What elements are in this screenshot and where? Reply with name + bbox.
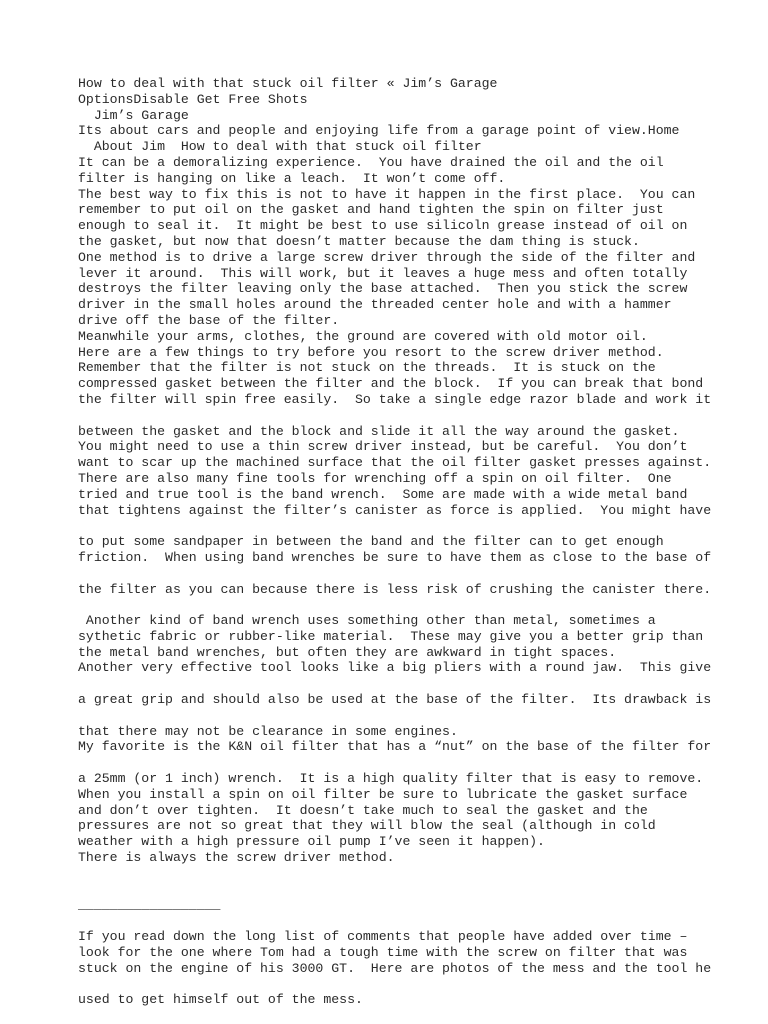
text-line: used to get himself out of the mess.: [78, 992, 363, 1008]
text-line: There is always the screw driver method.: [78, 850, 395, 866]
blank-line: [78, 882, 768, 898]
text-line: It can be a demoralizing experience. You have drained the oil and the oil: [78, 154, 664, 170]
text-line: drive off the base of the filter.: [78, 312, 340, 328]
text-line: OptionsDisable Get Free Shots: [78, 91, 308, 107]
text-line: driver in the small holes around the threaded center hole and with a hammer: [78, 297, 672, 313]
text-line: Its about cars and people and enjoying life from a garage point of view.Home: [78, 123, 680, 139]
text-line: remember to put oil on the gasket and hand tighten the spin on filter just: [78, 202, 664, 218]
text-line: If you read down the long list of comments that people have added over time –: [78, 929, 688, 945]
text-line: pressures are not so great that they will blow the seal (although in cold: [78, 818, 656, 834]
blank-line: [78, 597, 768, 613]
text-line: Jim’s Garage: [78, 107, 189, 123]
text-line: Here are a few things to try before you resort to the screw driver method.: [78, 344, 664, 360]
text-line: My favorite is the K&N oil filter that has a “nut” on the base of the filter for: [78, 739, 712, 755]
text-line: Meanwhile your arms, clothes, the ground are covered with old motor oil.: [78, 328, 648, 344]
blank-line: [78, 518, 768, 534]
text-line: You might need to use a thin screw driver instead, but be careful. You don’t: [78, 439, 688, 455]
blank-line: [78, 566, 768, 582]
text-line: About Jim How to deal with that stuck oil filter: [78, 139, 482, 155]
text-line: Another very effective tool looks like a big pliers with a round jaw. This give: [78, 660, 712, 676]
text-line: Remember that the filter is not stuck on the threads. It is stuck on the: [78, 360, 656, 376]
text-line: the metal band wrenches, but often they are awkward in tight spaces.: [78, 644, 617, 660]
text-line: to put some sandpaper in between the band and the filter can to get enough: [78, 534, 664, 550]
text-line: weather with a high pressure oil pump I’ve seen it happen).: [78, 834, 545, 850]
blank-line: [78, 976, 768, 992]
text-line: compressed gasket between the filter and the block. If you can break that bond: [78, 376, 704, 392]
blank-line: [78, 755, 768, 771]
text-line: When you install a spin on oil filter be sure to lubricate the gasket surface: [78, 786, 688, 802]
text-line: and don’t over tighten. It doesn’t take much to seal the gasket and the: [78, 802, 648, 818]
text-line: that tightens against the filter’s canister as force is applied. You might have: [78, 502, 712, 518]
text-line: friction. When using band wrenches be sure to have them as close to the base of: [78, 549, 712, 565]
separator-rule: __________________: [78, 897, 221, 913]
text-line: stuck on the engine of his 3000 GT. Here are photos of the mess and the tool he: [78, 960, 712, 976]
text-line: One method is to drive a large screw driver through the side of the filter and: [78, 249, 696, 265]
text-line: enough to seal it. It might be best to use silicoln grease instead of oil on: [78, 218, 688, 234]
blank-line: [78, 866, 768, 882]
text-line: the filter as you can because there is less risk of crushing the canister there.: [78, 581, 712, 597]
text-line: want to scar up the machined surface that the oil filter gasket presses against.: [78, 455, 712, 471]
blank-line: [78, 408, 768, 424]
text-line: a 25mm (or 1 inch) wrench. It is a high quality filter that is easy to remove.: [78, 771, 704, 787]
text-line: Another kind of band wrench uses something other than metal, sometimes a: [78, 613, 656, 629]
document-body: [78, 76, 768, 1008]
blank-line: [78, 708, 768, 724]
text-line: destroys the filter leaving only the base attached. Then you stick the screw: [78, 281, 688, 297]
text-line: There are also many fine tools for wrenching off a spin on oil filter. One: [78, 470, 672, 486]
text-line: tried and true tool is the band wrench. Some are made with a wide metal band: [78, 486, 688, 502]
text-line: lever it around. This will work, but it leaves a huge mess and often totally: [78, 265, 688, 281]
text-line: filter is hanging on like a leach. It won’t come off.: [78, 170, 506, 186]
text-line: between the gasket and the block and slide it all the way around the gasket.: [78, 423, 680, 439]
blank-line: [78, 676, 768, 692]
text-line: that there may not be clearance in some engines.: [78, 723, 458, 739]
text-line: a great grip and should also be used at the base of the filter. Its drawback is: [78, 692, 712, 708]
text-line: the gasket, but now that doesn’t matter because the dam thing is stuck.: [78, 233, 640, 249]
text-line: The best way to fix this is not to have it happen in the first place. You can: [78, 186, 696, 202]
text-line: the filter will spin free easily. So take a single edge razor blade and work it: [78, 391, 712, 407]
text-line: How to deal with that stuck oil filter « Jim’s Garage: [78, 76, 498, 91]
text-line: sythetic fabric or rubber-like material. These may give you a better grip than: [78, 628, 704, 644]
text-line: look for the one where Tom had a tough time with the screw on filter that was: [78, 944, 688, 960]
blank-line: [78, 913, 768, 929]
